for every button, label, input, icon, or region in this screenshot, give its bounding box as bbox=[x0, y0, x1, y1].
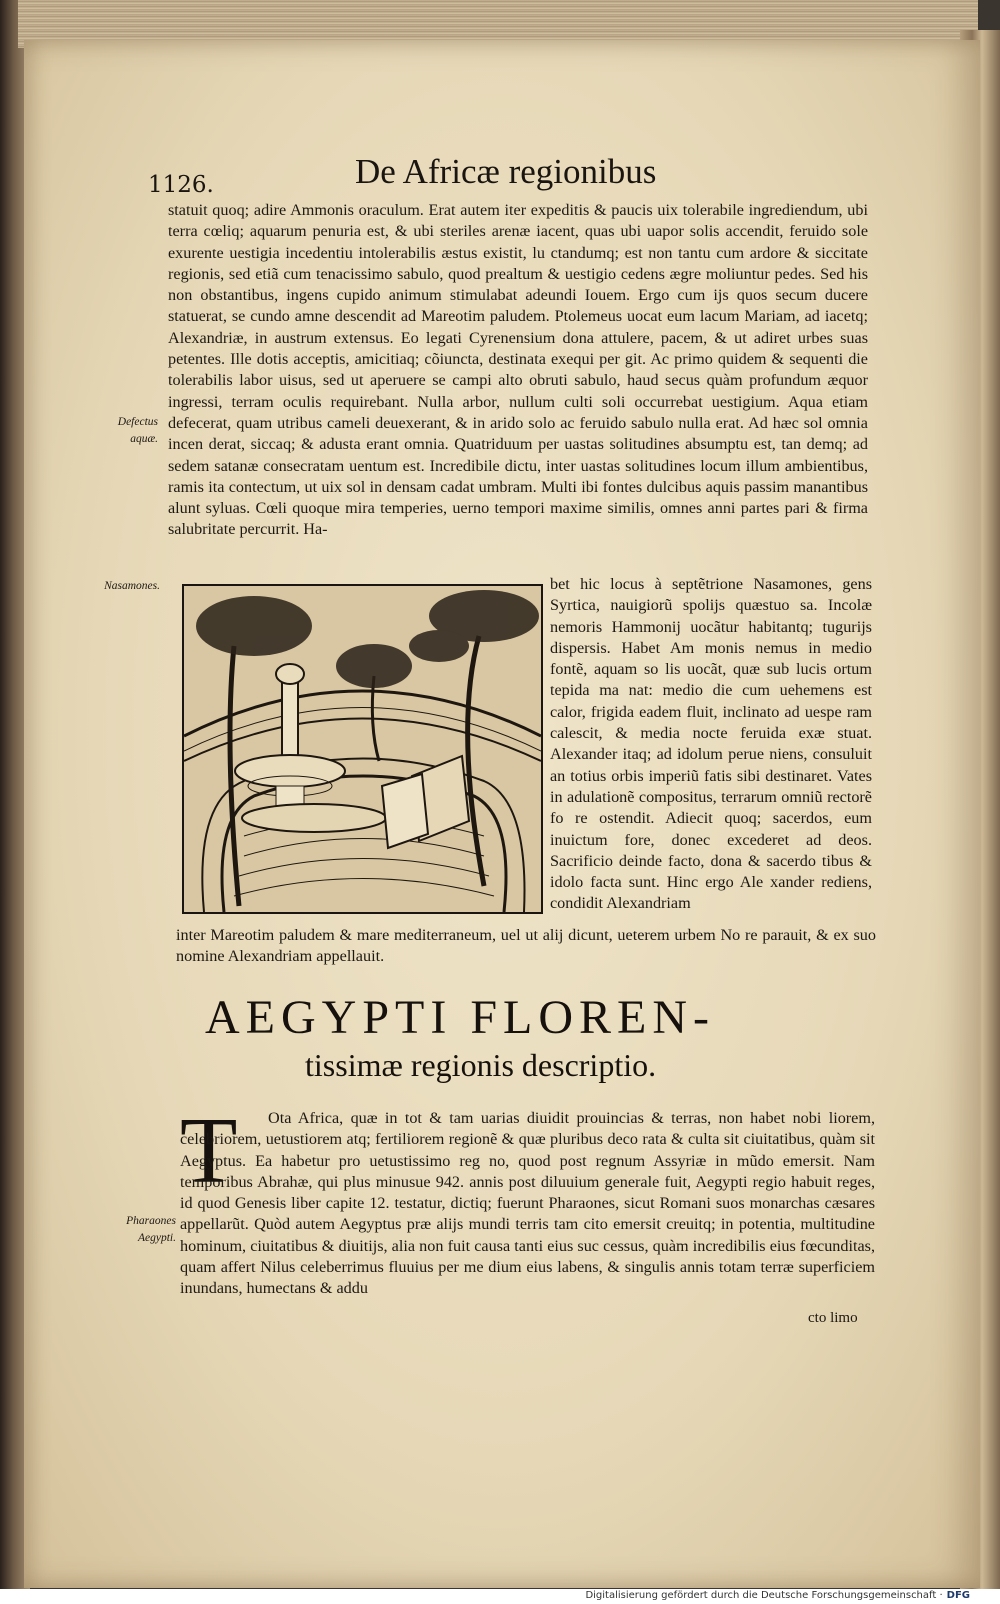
drop-cap: T bbox=[180, 1099, 238, 1203]
paragraph-alexander-journey: statuit quoq; adire Ammonis oraculum. Erat autem iter expeditis & paucis uix tolerabile ingrediendum, ubi terra cœliq; aquarum penuria est, & ubi steriles arenæ iacent, quas ubi uapor solis accendit, feruido sole exurente uestigia incedentiu intolerabilis æstus existit, lu ctandumq; est non tantu cum ardore & siccitate regionis, sed etiã cum tenacissimo sabulo, quod prealtum & uestigio cedens ægre moliuntur pedes. Sed his non obstantibus, ingens cupido animum stimulabat adeundi Iouem. Ergo cum ijs quos secum ducere statuerat, se cundo amne descendit ad Mareotim paludem. Ptolemeus uocat eum lacum Mariam, ad iacetq; Alexandriæ, in austrum extensus. Eo legati Cyrenensium dona attulere, pacem, & ut adiret urbes suas petentes. Ille dotis acceptis, amicitiaq; cõiuncta, destinata exequi per git. Ac primo quidem & sequenti die tolerabilis labor uisus, sed ut aperuere se campi alto obruti sabulo, haud secus quàm profundum æquor ingressi, terram oculis requirebant. Nulla arbor, nullum culti soli occurrebat uestigium. Aqua etiam defecerat, quam utribus cameli deuexerant, & in arido solo ac feruido sabulo nulla erat. Ad hæc sol omnia incen derat, siccaq; & adusta erant omnia. Quatriduum per uastas solitudines absumptu est, tan demq; ad sedem satanæ consecratam uentum est. Incredibile dictu, inter uastas solitudines locum illum ambientibus, ramis ita contectum, ut uix sol in densam cadat umbram. Multi ibi fontes dulcibus aquis passim manantibus alunt syluas. Cœli quoque mira temperies, uerno tempori maxime similis, omnes anni partes pari & firma salubritate percurrit. Ha- bbox=[168, 201, 868, 539]
catchword: cto limo bbox=[808, 1310, 858, 1326]
credit-text: Digitalisierung gefördert durch die Deutsche Forschungsgemeinschaft · bbox=[585, 1590, 943, 1601]
page-number: 1126. bbox=[148, 172, 214, 198]
running-title: De Africæ regionibus bbox=[355, 152, 657, 191]
section-heading: AEGYPTI FLOREN- bbox=[205, 991, 715, 1044]
dfg-logo: DFG bbox=[946, 1590, 970, 1601]
section-subheading: tissimæ regionis descriptio. bbox=[305, 1047, 657, 1083]
paragraph-alexandria-founding: inter Mareotim paludem & mare mediterraneum, uel ut alij dicunt, ueterem urbem No re parauit, & ex suo nomine Alexandriam appellauit. bbox=[176, 926, 876, 966]
margin-note-defectus: Defectus aquæ. bbox=[117, 416, 158, 445]
woodcut-fountain-drawing bbox=[184, 586, 541, 912]
margin-note-pharaones: Pharaones Aegypti. bbox=[126, 1215, 176, 1244]
paragraph-aegyptus-description: Ota Africa, quæ in tot & tam uarias diuidit prouincias & terras, non habet nobi liorem, celebriorem, uetustiorem atq; fertiliorem regionẽ & quæ pluribus deco rata & culta sit ciuitatibus, quàm sit Aegyptus. Ea habetur pro uetustissimo reg no, quod post regnum Assyriæ in mũdo emersit. Nam temporibus Abrahæ, qui plus minusue 942. annis post diluuium generale fuit, Aegypti regio habuit reges, id quod Genesis liber capite 12. testatur, dictiq; fuerunt Pharaones, sicut Romani suos monarchas cæsares appellarũt. Quòd autem Aegyptus præ alijs mundi terris tam cito emersit creuitq; in potentia, multitudine hominum, ciuitatibus & diuitijs, alia non fuit causa tanti eius suc cessus, quàm incredibilis eius fœcunditas, quam affert Nilus celeberrimus fluuius per me dium eius labens, & singulis annis totam terræ superficiem inundans, humectans & addu bbox=[180, 1109, 875, 1298]
margin-note-nasamones: Nasamones. bbox=[104, 580, 160, 592]
woodcut-illustration bbox=[182, 584, 543, 914]
paragraph-ammon-grove: bet hic locus à septẽtrione Nasamones, gens Syrtica, nauigiorũ spolijs quæstuo sa. Incolæ nemoris Hammonij uocãtur habitantq; tugurijs dispersis. Habet Am monis nemus in medio fontẽ, aquam so lis uocãt, quæ sub lucis ortum tepida ma nat: medio die cum uehemens est calor, frigida eadem fluit, inclinato ad uespe ram calescit, & media nocte feruida exæ stuat. Alexander itaq; ad idolum perue niens, consuluit an totius orbis imperiũ fatis sibi destinaret. Vates in adulationẽ compositus, terrarum omniũ rectorẽ fo re ostendit. Adiecit quoq; sacerdos, eum inuictum fore, donec excederet ad deos. Sacrificio deinde facto, dona & sacerdo tibus & idolo facta sunt. Hinc ergo Ale xander rediens, condidit Alexandriam bbox=[550, 575, 872, 913]
digitization-credit bbox=[585, 1590, 970, 1601]
